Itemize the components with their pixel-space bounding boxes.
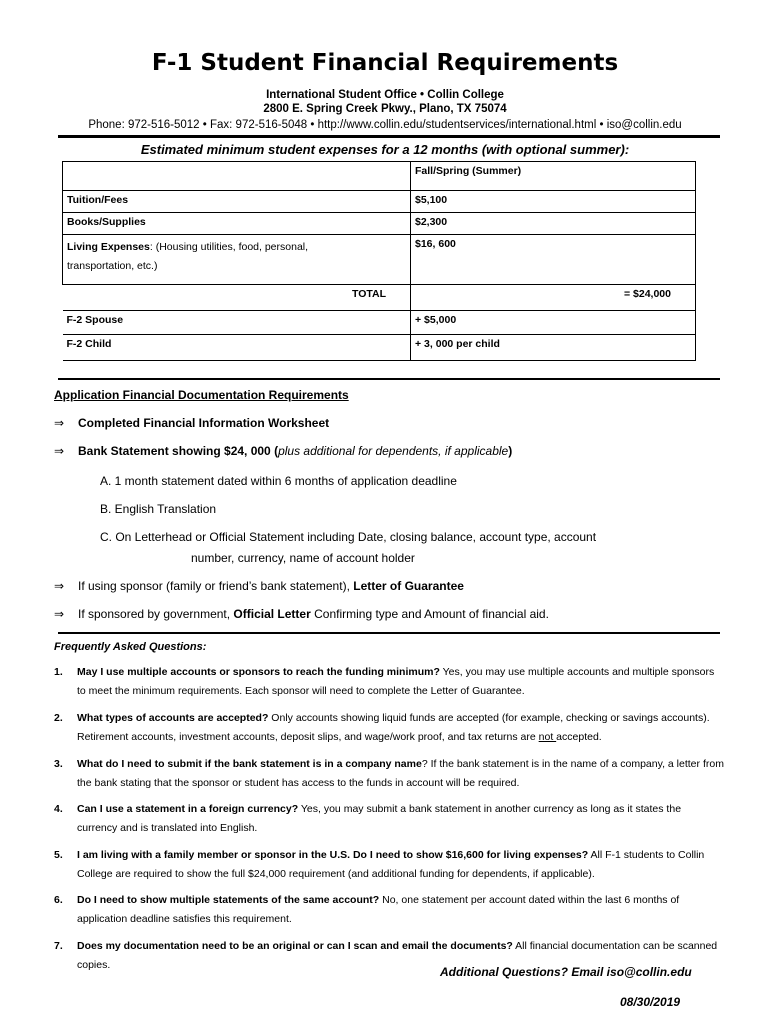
- faq-item: 4. Can I use a statement in a foreign currency? Yes, you may submit a bank statement in another currency as long as it states the currency and is translated into English.: [54, 803, 682, 834]
- column-header: Fall/Spring (Summer): [411, 162, 696, 191]
- table-row: [63, 311, 696, 335]
- expenses-table: [62, 161, 696, 361]
- faq-item: 5. I am living with a family member or sponsor in the U.S. Do I need to show $16,600 for living expenses? All F-1 students to Collin College are required to show the full $24,000 requirement (and additional funding for dependents, if applicable).: [54, 849, 705, 880]
- arrow-icon: ⇒: [54, 579, 65, 593]
- expense-label: Tuition/Fees: [63, 191, 411, 213]
- faq-item: 1. May I use multiple accounts or sponsors to reach the funding minimum? Yes, you may use multiple accounts and multiple sponsors to meet the minimum requirements. Each sponsor will need to complete the Letter of Guarantee.: [54, 666, 715, 697]
- child-label: F-2 Child: [63, 335, 411, 361]
- faq-item: 2. What types of accounts are accepted? Only accounts showing liquid funds are accepted (for example, checking or savings accounts). Retirement accounts, investment accounts, deposit slips, and wage/work proof, and tax returns are not accepted.: [54, 712, 710, 743]
- sub-item-c-line2: number, currency, name of account holder: [191, 551, 415, 565]
- arrow-icon: ⇒: [54, 607, 65, 621]
- spouse-value: + $5,000: [411, 311, 696, 335]
- arrow-icon: ⇒: [54, 416, 65, 430]
- sub-item-c: C. On Letterhead or Official Statement including Date, closing balance, account type, account: [100, 530, 597, 544]
- table-row: [63, 213, 696, 235]
- header-divider: [58, 135, 720, 138]
- table-row: [63, 191, 696, 213]
- table-row: [63, 162, 696, 191]
- expense-value: $5,100: [411, 191, 696, 213]
- sub-item-a: A. 1 month statement dated within 6 months of application deadline: [100, 474, 457, 488]
- documentation-title: Application Financial Documentation Requirements: [54, 388, 349, 402]
- faq-item: 3. What do I need to submit if the bank statement is in a company name? If the bank statement is in the name of a company, a letter from the bank stating that the sponsor or student has access to the funds in account will be required.: [54, 758, 724, 789]
- section-divider: [58, 378, 720, 380]
- faq-title: Frequently Asked Questions:: [54, 641, 207, 653]
- section-divider: [58, 632, 720, 634]
- expense-label: Books/Supplies: [63, 213, 411, 235]
- table-row: [63, 335, 696, 361]
- office-address: 2800 E. Spring Creek Pkwy., Plano, TX 75074: [263, 103, 507, 115]
- expense-value: $16, 600: [411, 235, 696, 285]
- total-label: TOTAL: [63, 285, 411, 311]
- table-row: [63, 235, 696, 285]
- spouse-label: F-2 Spouse: [63, 311, 411, 335]
- list-item: ⇒ If sponsored by government, Official Letter Confirming type and Amount of financial aid.: [54, 607, 549, 621]
- total-value: = $24,000: [411, 285, 696, 311]
- list-item: ⇒ Bank Statement showing $24, 000 (plus additional for dependents, if applicable): [54, 444, 513, 458]
- faq-item: 7. Does my documentation need to be an original or can I scan and email the documents? All financial documentation can be scanned copies.: [54, 940, 718, 971]
- child-value: + 3, 000 per child: [411, 335, 696, 361]
- table-row: [63, 285, 696, 311]
- list-item: ⇒ Completed Financial Information Worksheet: [54, 416, 330, 430]
- sub-item-b: B. English Translation: [100, 502, 217, 516]
- office-contact: Phone: 972-516-5012 • Fax: 972-516-5048 • http://www.collin.edu/studentservices/international.html • iso@collin.edu: [88, 119, 682, 131]
- faq-item: 6. Do I need to show multiple statements of the same account? No, one statement per account dated within the last 6 months of application deadline satisfies this requirement.: [54, 894, 680, 925]
- expense-value: $2,300: [411, 213, 696, 235]
- list-item: ⇒ If using sponsor (family or friend’s bank statement), Letter of Guarantee: [54, 579, 464, 593]
- footer-questions: Additional Questions? Email iso@collin.edu: [440, 965, 692, 979]
- page-title: F-1 Student Financial Requirements: [151, 50, 619, 76]
- expense-label-living: Living Expenses: (Housing utilities, food, personal, transportation, etc.): [63, 235, 411, 285]
- footer-date: 08/30/2019: [620, 995, 681, 1009]
- arrow-icon: ⇒: [54, 444, 65, 458]
- office-name: International Student Office • Collin College: [266, 89, 504, 101]
- expenses-title: Estimated minimum student expenses for a 12 months (with optional summer):: [140, 142, 630, 157]
